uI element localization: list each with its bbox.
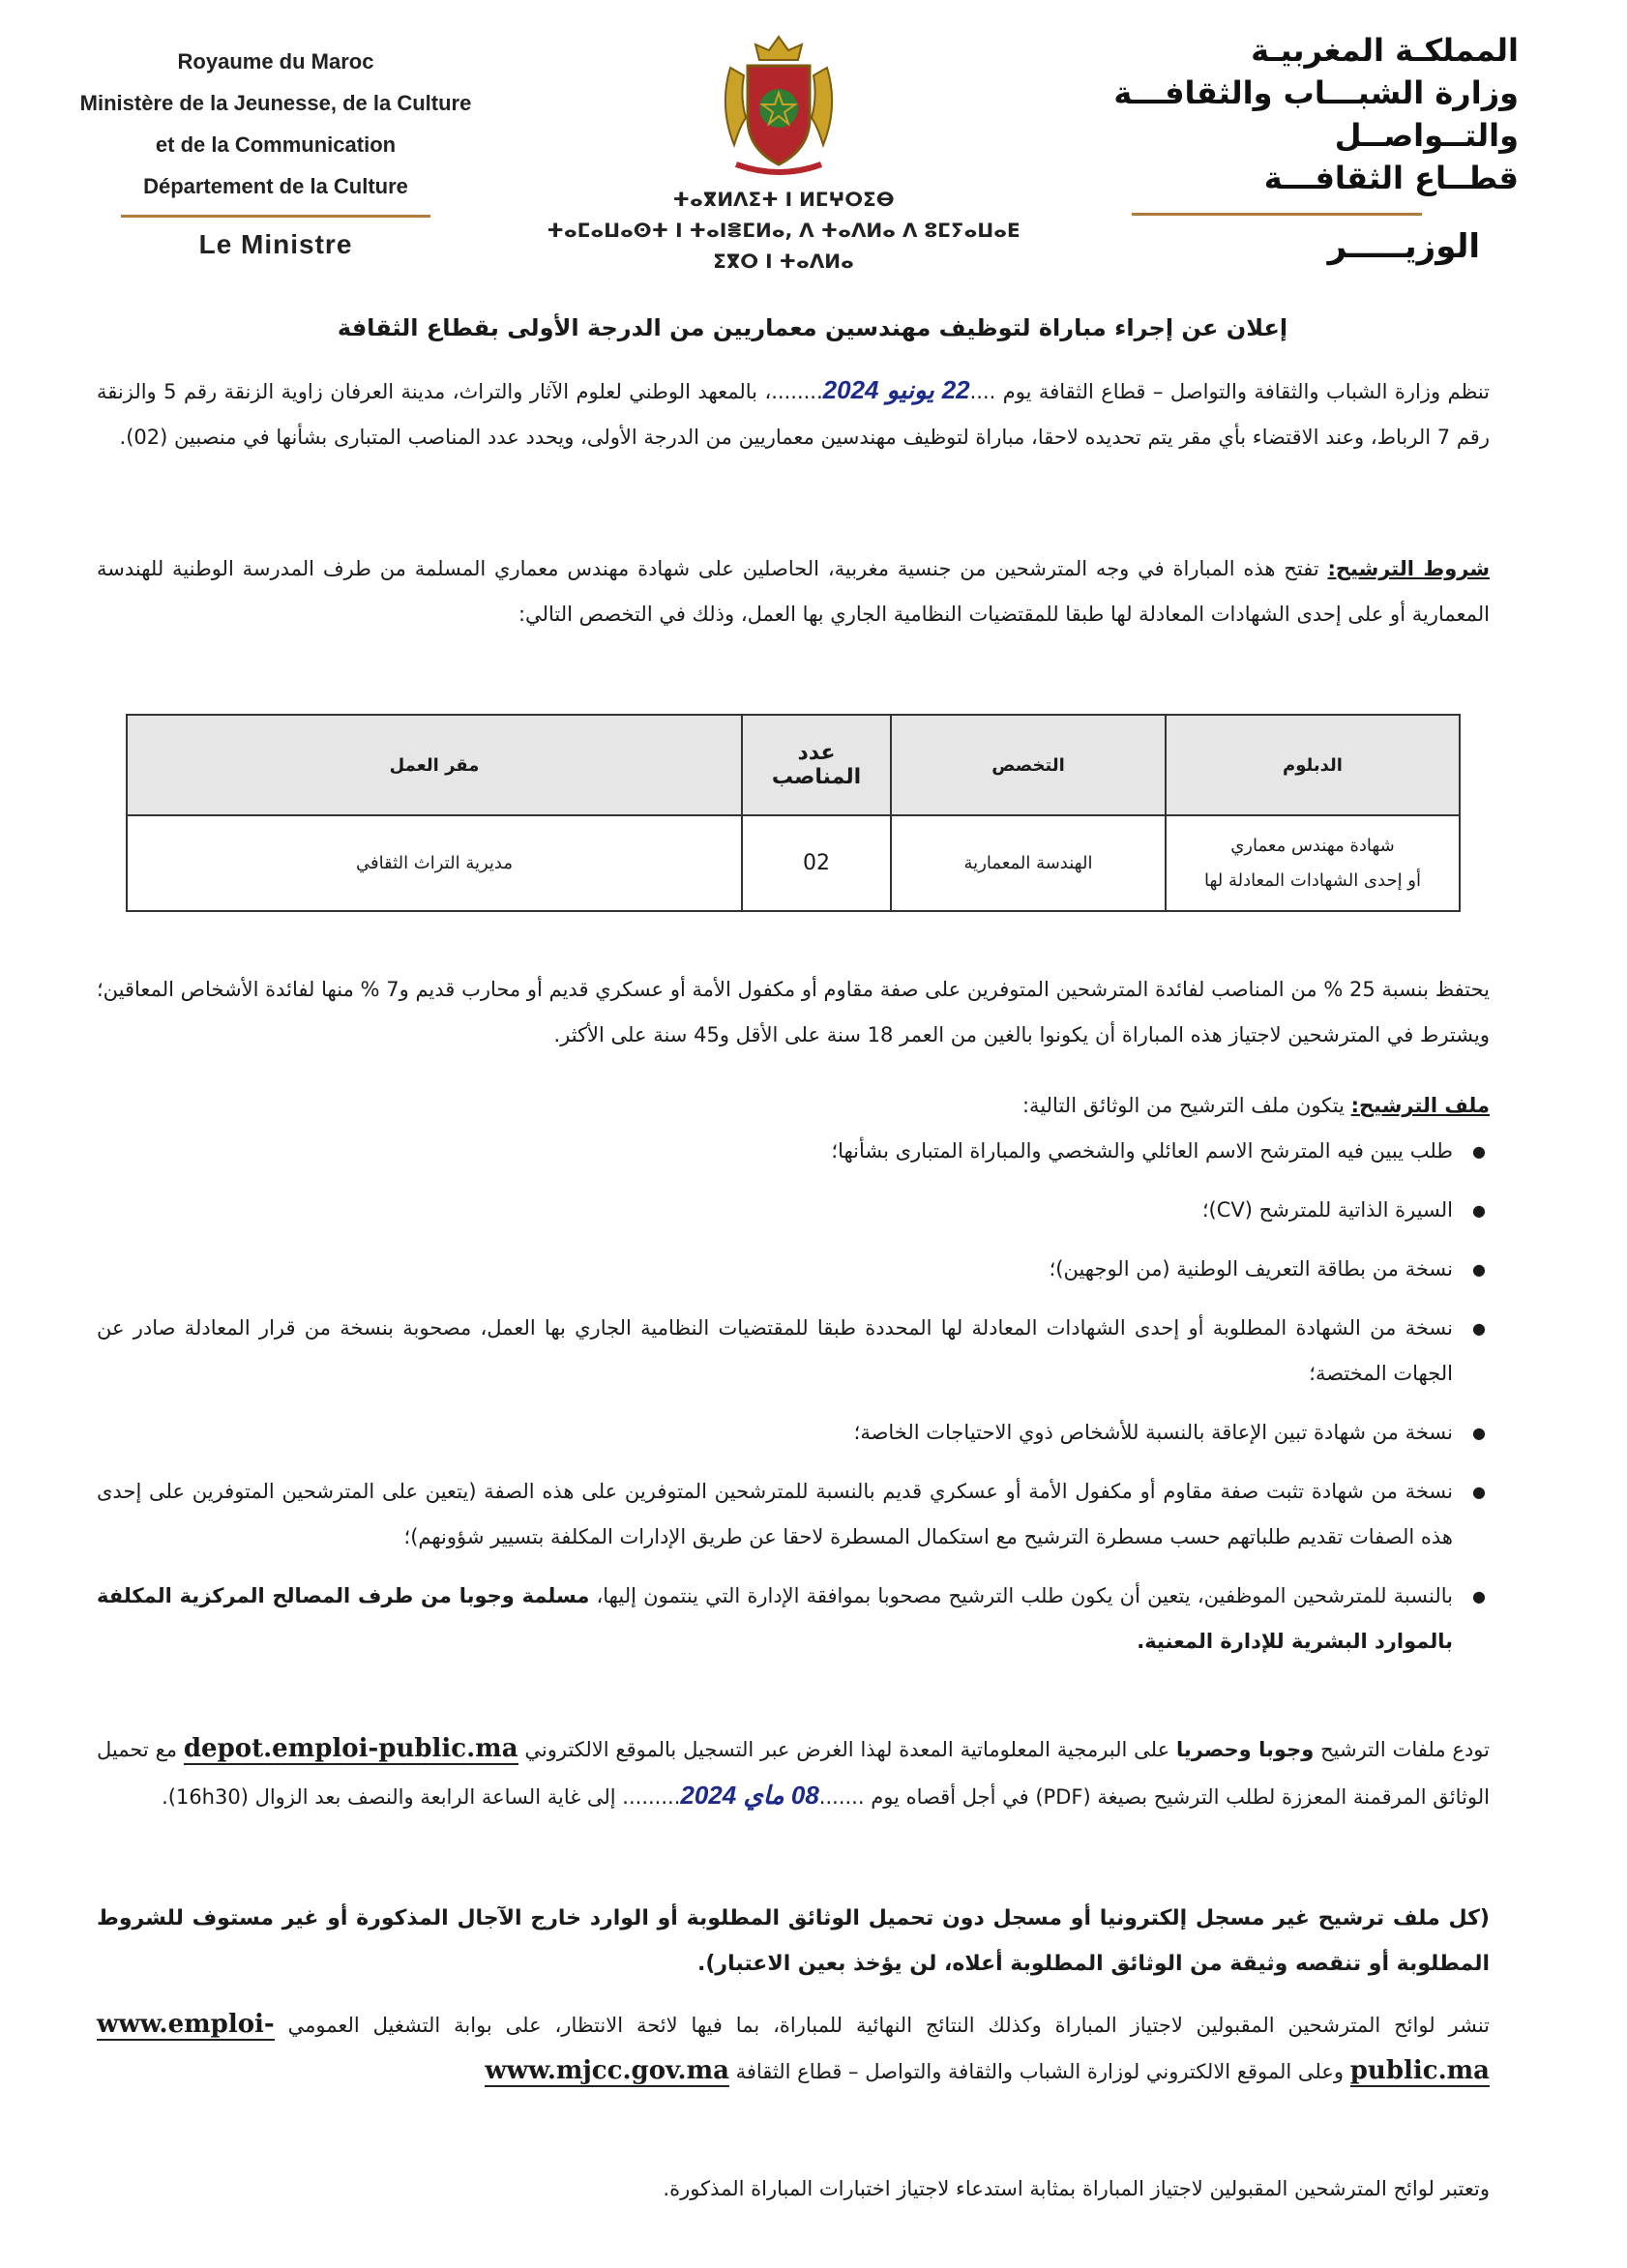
warning-paragraph: (كل ملف ترشيح غير مسجل إلكترونيا أو مسجل دون تحميل الوثائق المطلوبة أو الوارد خارج الآجال المذكورة أو غير مستوف للشروط المطلوبة أو تنقصه وثيقة من الوثائق المطلوبة أعلاه، لن يؤخذ بعين الاعتبار).: [97, 1906, 1490, 1976]
header-posts: [742, 715, 891, 815]
table-row: [127, 815, 1460, 911]
positions-table: [126, 714, 1461, 912]
cell-specialty: الهندسة المعمارية: [891, 815, 1166, 911]
deadline-date: 08 ماي 2024: [680, 1781, 819, 1810]
file-text: يتكون ملف الترشيح من الوثائق التالية:: [1021, 1094, 1351, 1117]
closing-paragraph: وتعتبر لوائح المترشحين المقبولين لاجتياز المباراة بمثابة استدعاء لاجتياز اختبارات المباراة المذكورة.: [663, 2177, 1490, 2200]
cell-diploma-line1: شهادة مهندس معماري: [1230, 835, 1395, 856]
header-french: [68, 41, 484, 265]
header-ar-line1: المملكـة المغربيـة: [1251, 32, 1519, 69]
cell-workplace: مديرية التراث الثقافي: [127, 815, 742, 911]
header-diploma: الدبلوم: [1166, 715, 1460, 815]
file-label: ملف الترشيح:: [1350, 1094, 1490, 1117]
header-tif-line1: ⵜⴰⴳⵍⴷⵉⵜ ⵏ ⵍⵎⵖⵔⵉⴱ: [672, 188, 895, 211]
header-posts-line2: المناصب: [771, 765, 862, 789]
header-fr-line2: Ministère de la Jeunesse, de la Culture: [79, 91, 472, 115]
header-tifinagh: [542, 184, 1025, 277]
publication-paragraph: [97, 2002, 1490, 2095]
header-ar-line2: وزارة الشبـــاب والثقافـــة: [1113, 74, 1519, 111]
mjcc-link[interactable]: www.mjcc.gov.ma: [485, 2056, 729, 2085]
deposit-text-4: ......... إلى غاية الساعة الرابعة والنصف بعد الزوال (16h30).: [162, 1785, 681, 1809]
coat-of-arms-icon: [701, 29, 856, 184]
header-ar-minister: الوزيـــــر: [1327, 227, 1480, 266]
deposit-text-1: تودع ملفات الترشيح: [1314, 1738, 1490, 1761]
header-fr-line1: Royaume du Maroc: [177, 49, 374, 74]
header-tif-line3: ⵉⴳⵔ ⵏ ⵜⴰⴷⵍⴰ: [713, 250, 854, 273]
documents-list: [97, 1129, 1490, 1664]
header-fr-minister: Le Ministre: [198, 229, 353, 259]
list-item: ● نسخة من بطاقة التعريف الوطنية (من الوجهين)؛: [97, 1247, 1490, 1292]
intro-paragraph: [97, 368, 1490, 460]
deposit-text-3: مع تحميل الوثائق المرقمنة المعززة لطلب الترشيح بصيغة (PDF) في أجل أقصاه يوم .......: [97, 1738, 1490, 1809]
deposit-bold: وجوبا وحصريا: [1175, 1738, 1315, 1761]
header-fr-divider: [121, 215, 430, 218]
publish-text-1: تنشر لوائح المترشحين المقبولين لاجتياز المباراة وكذلك النتائج النهائية للمباراة، بما فيها لائحة الانتظار، على بوابة التشغيل العمومي: [274, 2014, 1490, 2037]
header-posts-line1: عدد: [797, 741, 836, 765]
intro-text-1: تنظم وزارة الشباب والثقافة والتواصل – قطاع الثقافة يوم ....: [969, 380, 1490, 403]
header-specialty: التخصص: [891, 715, 1166, 815]
header-tif-line2: ⵜⴰⵎⴰⵡⴰⵙⵜ ⵏ ⵜⴰⵏⴻⵎⵍⴰ, ⴷ ⵜⴰⴷⵍⴰ ⴷ ⵓⵎⵢⴰⵡⴰⴹ: [547, 219, 1021, 242]
cell-diploma-line2: أو إحدى الشهادات المعادلة لها: [1203, 869, 1421, 891]
last-item-text: بالنسبة للمترشحين الموظفين، يتعين أن يكون طلب الترشيح مصحوبا بموافقة الإدارة التي ينتمون إليها،: [589, 1584, 1453, 1607]
file-intro: [97, 1083, 1490, 1129]
application-file-section: [97, 1083, 1490, 1678]
header-fr-line3: et de la Communication: [155, 133, 397, 157]
list-item: [97, 1574, 1490, 1664]
deposit-paragraph: [97, 1726, 1490, 1820]
deposit-site-link[interactable]: depot.emploi-public.ma: [183, 1734, 518, 1763]
list-item: ● نسخة من شهادة تثبت صفة مقاوم أو مكفول الأمة أو عسكري قديم بالنسبة للمترشحين المتوفرين على هذه الصفة (يتعين على المترشحين المتوفرين على إحدى هذه الصفات تقديم طلباتهم حسب مسطرة الترشيح مع استكمال المسطرة لاحقا عن طريق الإدارات المكلفة بتسيير شؤونهم)؛: [97, 1469, 1490, 1560]
announcement-title: إعلان عن إجراء مباراة لتوظيف مهندسين معماريين من الدرجة الأولى بقطاع الثقافة: [337, 314, 1288, 341]
quota-paragraph: يحتفظ بنسبة 25 % من المناصب لفائدة المترشحين المتوفرين على صفة مقاوم أو مكفول الأمة أو عسكري قديم أو محارب قديم و7 % منها لفائدة الأشخاص المعاقين؛ ويشترط في المترشحين لاجتياز هذه المباراة أن يكونوا بالغين من العمر 18 سنة على الأقل و45 سنة على الأكثر.: [97, 978, 1491, 1046]
header-arabic: [1074, 29, 1519, 268]
list-item: ● السيرة الذاتية للمترشح (CV)؛: [97, 1188, 1490, 1233]
header-ar-divider: [1132, 213, 1422, 216]
intro-text-2: ........، بالمعهد الوطني لعلوم الآثار والتراث، مدينة العرفان زاوية الزنقة رقم 5 والزنقة رقم 7 الرباط، وعند الاقتضاء بأي مقر يتم تحديده لاحقا، مباراة لتوظيف مهندسين معماريين من الدرجة الأولى، ويحدد عدد المناصب المتبارى بشأنها في منصبين (02).: [97, 380, 1490, 449]
conditions-label: شروط الترشيح:: [1327, 557, 1490, 580]
conditions-paragraph: [97, 546, 1490, 637]
list-item: ● نسخة من شهادة تبين الإعاقة بالنسبة للأشخاص ذوي الاحتياجات الخاصة؛: [97, 1410, 1490, 1456]
last-item-bold: مسلمة وجوبا من طرف المصالح المركزية المكلفة بالموارد البشرية للإدارة المعنية.: [97, 1584, 1453, 1653]
conditions-text: تفتح هذه المباراة في وجه المترشحين من جنسية مغربية، الحاصلين على شهادة مهندس معماري المسلمة من طرف المدرسة الوطنية للهندسة المعمارية أو على إحدى الشهادات المعادلة لها طبقا للمقتضيات النظامية الجاري بها العمل، وذلك في التخصص التالي:: [97, 557, 1490, 626]
list-item: ● طلب يبين فيه المترشح الاسم العائلي والشخصي والمباراة المتبارى بشأنها؛: [97, 1129, 1490, 1174]
cell-posts: 02: [742, 815, 891, 911]
header-fr-line4: Département de la Culture: [143, 174, 408, 198]
cell-diploma: [1166, 815, 1460, 911]
exam-date: 22 يونيو 2024: [822, 375, 970, 404]
emploi-public-link[interactable]: www.emploi-public.ma: [97, 2010, 1490, 2085]
deposit-text-2: على البرمجية المعلوماتية المعدة لهذا الغرض عبر التسجيل بالموقع الالكتروني: [518, 1738, 1176, 1761]
header-workplace: مقر العمل: [127, 715, 742, 815]
table-header-row: [127, 715, 1460, 815]
publish-text-2: وعلى الموقع الالكتروني لوزارة الشباب والثقافة والتواصل – قطاع الثقافة: [728, 2060, 1350, 2083]
list-item: ● نسخة من الشهادة المطلوبة أو إحدى الشهادات المعادلة لها المحددة طبقا للمقتضيات النظامية الجاري بها العمل، مصحوبة بنسخة من قرار المعادلة صادر عن الجهات المختصة؛: [97, 1306, 1490, 1397]
header-ar-line3: والتــواصــل: [1334, 117, 1519, 154]
header-ar-line4: قطــاع الثقافـــة: [1263, 160, 1519, 196]
